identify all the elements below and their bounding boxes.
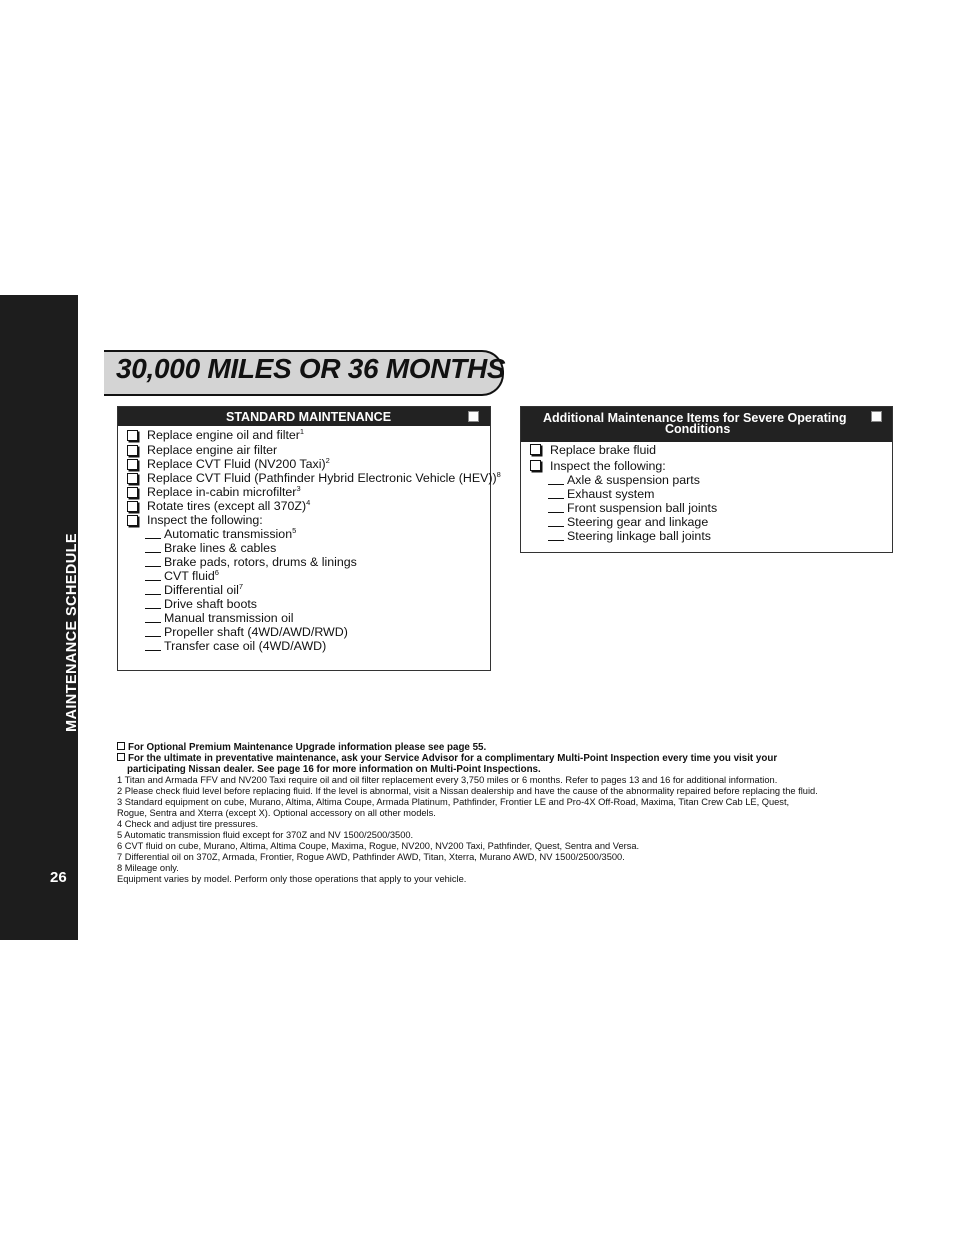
severe-item: Replace brake fluid (550, 443, 657, 457)
check-line[interactable] (145, 650, 161, 651)
check-line[interactable] (145, 566, 161, 567)
standard-maintenance-heading: STANDARD MAINTENANCE (226, 410, 392, 424)
standard-subitem: Differential oil$^7$ (164, 582, 244, 597)
check-line[interactable] (145, 608, 161, 609)
equipment-note: Equipment varies by model. Perform only those operations that apply to your vehicle. (117, 874, 467, 884)
footnote: 2 Please check fluid level before replacing fluid. If the level is abnormal, visit a Nissan dealership and have the cause of the abnormality repaired before replacing the fluid. (117, 786, 818, 796)
standard-item: Replace engine oil and filter$^1$ (147, 427, 305, 442)
section-label: MAINTENANCE SCHEDULE (64, 533, 80, 732)
checkbox-icon[interactable] (127, 487, 138, 498)
severe-conditions-box (520, 406, 893, 553)
severe-subitem: Front suspension ball joints (567, 501, 718, 515)
standard-maintenance-header (118, 407, 490, 426)
check-line[interactable] (548, 526, 564, 527)
standard-subitem: Transfer case oil (4WD/AWD) (164, 639, 327, 653)
checkbox-icon[interactable] (127, 459, 138, 470)
severe-subitem: Exhaust system (567, 487, 655, 501)
check-line[interactable] (145, 538, 161, 539)
standard-subitem: Automatic transmission$^5$ (164, 526, 297, 541)
checkbox-icon[interactable] (127, 445, 138, 456)
standard-subitem: Propeller shaft (4WD/AWD/RWD) (164, 625, 348, 639)
footnote: 5 Automatic transmission fluid except for 370Z and NV 1500/2500/3500. (117, 830, 414, 840)
checkbox-icon[interactable] (127, 473, 138, 484)
footnotes (117, 742, 887, 885)
footnote: 1 Titan and Armada FFV and NV200 Taxi require oil and oil filter replacement every 3,750 miles or 6 months. Refer to pages 13 and 16 for additional information. (117, 775, 778, 785)
header-checkbox-icon[interactable] (468, 411, 479, 422)
standard-subitem: Brake pads, rotors, drums & linings (164, 555, 357, 569)
standard-item: Replace CVT Fluid (Pathfinder Hybrid Electronic Vehicle (HEV))$^8$ (147, 470, 501, 485)
standard-item: Replace CVT Fluid (NV200 Taxi)$^2$ (147, 456, 330, 471)
standard-item: Inspect the following: (147, 513, 263, 527)
checkbox-icon[interactable] (127, 430, 138, 441)
footnote: 7 Differential oil on 370Z, Armada, Frontier, Rogue AWD, Pathfinder AWD, Titan, Xterra, Murano AWD, NV 1500/2500/3500. (117, 852, 625, 862)
check-line[interactable] (145, 622, 161, 623)
check-line[interactable] (548, 484, 564, 485)
severe-heading-line2: Conditions (665, 422, 731, 436)
severe-conditions-header (521, 407, 892, 442)
severe-subitem: Steering linkage ball joints (567, 529, 711, 543)
note-checkbox-icon (117, 742, 125, 750)
footnote: 4 Check and adjust tire pressures. (117, 819, 259, 829)
checkbox-icon[interactable] (127, 501, 138, 512)
checkbox-icon[interactable] (530, 460, 541, 471)
check-line[interactable] (548, 498, 564, 499)
ultimate-note: For the ultimate in preventative maintenance, ask your Service Advisor for a complimentary Multi-Point Inspection every time you visit your (117, 753, 887, 764)
check-line[interactable] (145, 580, 161, 581)
standard-item: Rotate tires (except all 370Z)$^4$ (147, 498, 311, 513)
standard-item: Replace engine air filter (147, 443, 278, 457)
standard-subitem: Brake lines & cables (164, 541, 277, 555)
note-checkbox-icon (117, 753, 125, 761)
premium-note: For Optional Premium Maintenance Upgrade information please see page 55. (117, 742, 887, 753)
check-line[interactable] (548, 512, 564, 513)
standard-subitem: Manual transmission oil (164, 611, 294, 625)
check-line[interactable] (548, 540, 564, 541)
standard-subitem: CVT fluid$^6$ (164, 568, 219, 583)
check-line[interactable] (145, 594, 161, 595)
footnote: 3 Standard equipment on cube, Murano, Altima, Altima Coupe, Armada Platinum, Pathfinder, Frontier LE and Pro-4X Off-Road, Maxima, Titan Crew Cab LE, Quest, (117, 797, 790, 807)
footnote: Rogue, Sentra and Xterra (except X). Optional accessory on all other models. (117, 808, 436, 818)
standard-maintenance-box (117, 406, 501, 671)
severe-item: Inspect the following: (550, 459, 666, 473)
standard-subitem: Drive shaft boots (164, 597, 257, 611)
severe-subitem: Steering gear and linkage (567, 515, 709, 529)
header-checkbox-icon[interactable] (871, 411, 882, 422)
page-title: 30,000 MILES OR 36 MONTHS (116, 353, 506, 384)
ultimate-note-continued: participating Nissan dealer. See page 16 for more information on Multi-Point Inspections. (127, 764, 541, 775)
check-line[interactable] (145, 552, 161, 553)
check-line[interactable] (145, 636, 161, 637)
footnote: 6 CVT fluid on cube, Murano, Altima, Altima Coupe, Maxima, Rogue, NV200, NV200 Taxi, Pathfinder, Quest, Sentra and Versa. (117, 841, 640, 851)
severe-heading-line1: Additional Maintenance Items for Severe Operating (543, 411, 847, 425)
page-number: 26 (50, 869, 67, 886)
severe-subitem: Axle & suspension parts (567, 473, 700, 487)
checkbox-icon[interactable] (530, 444, 541, 455)
footnote: 8 Mileage only. (117, 863, 179, 873)
standard-item: Replace in-cabin microfilter$^3$ (147, 484, 301, 499)
checkbox-icon[interactable] (127, 515, 138, 526)
